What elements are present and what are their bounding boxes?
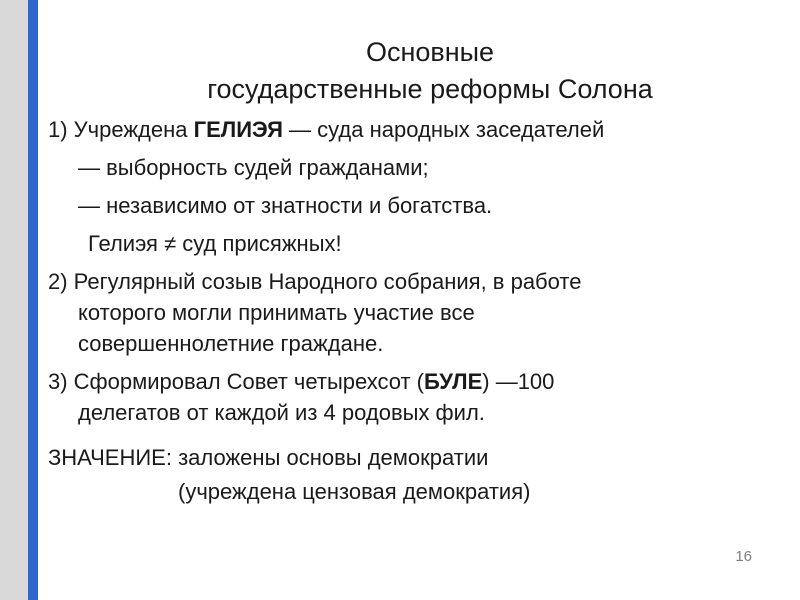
title-line-1: Основные bbox=[365, 37, 495, 67]
reform-1-prefix: 1) Учреждена bbox=[48, 117, 194, 142]
reform-1-note: Гелиэя ≠ суд присяжных! bbox=[88, 231, 342, 256]
slide-body bbox=[48, 114, 768, 507]
reform-3-term: БУЛЕ bbox=[424, 369, 483, 394]
title-line-2: государственные реформы Солона bbox=[207, 74, 653, 104]
slide-title bbox=[150, 34, 710, 108]
page-number: 16 bbox=[735, 548, 752, 565]
reform-1-term: ГЕЛИЭЯ bbox=[193, 117, 283, 142]
reform-3-prefix: 3) Сформировал Совет четырехсот ( bbox=[48, 369, 425, 394]
reform-2-line-2: которого могли принимать участие все bbox=[78, 300, 475, 325]
side-bar-gray bbox=[0, 0, 28, 600]
reform-1 bbox=[48, 114, 768, 145]
reform-3-line-2: делегатов от каждой из 4 родовых фил. bbox=[78, 400, 485, 425]
reform-3-suffix: ) —100 bbox=[482, 369, 555, 394]
reform-3 bbox=[48, 366, 768, 397]
reform-2-line-1: 2) Регулярный созыв Народного собрания, в работе bbox=[48, 269, 582, 294]
reform-1-sub-2: — независимо от знатности и богатства. bbox=[78, 193, 493, 218]
significance-line-2: (учреждена цензовая демократия) bbox=[178, 479, 531, 504]
significance-line-1: ЗНАЧЕНИЕ: заложены основы демократии bbox=[48, 445, 489, 470]
reform-2-line-3: совершеннолетние граждане. bbox=[78, 331, 384, 356]
reform-1-suffix: — суда народных заседателей bbox=[282, 117, 605, 142]
side-bar-accent bbox=[28, 0, 38, 600]
reform-1-sub-1: — выборность судей гражданами; bbox=[78, 155, 429, 180]
